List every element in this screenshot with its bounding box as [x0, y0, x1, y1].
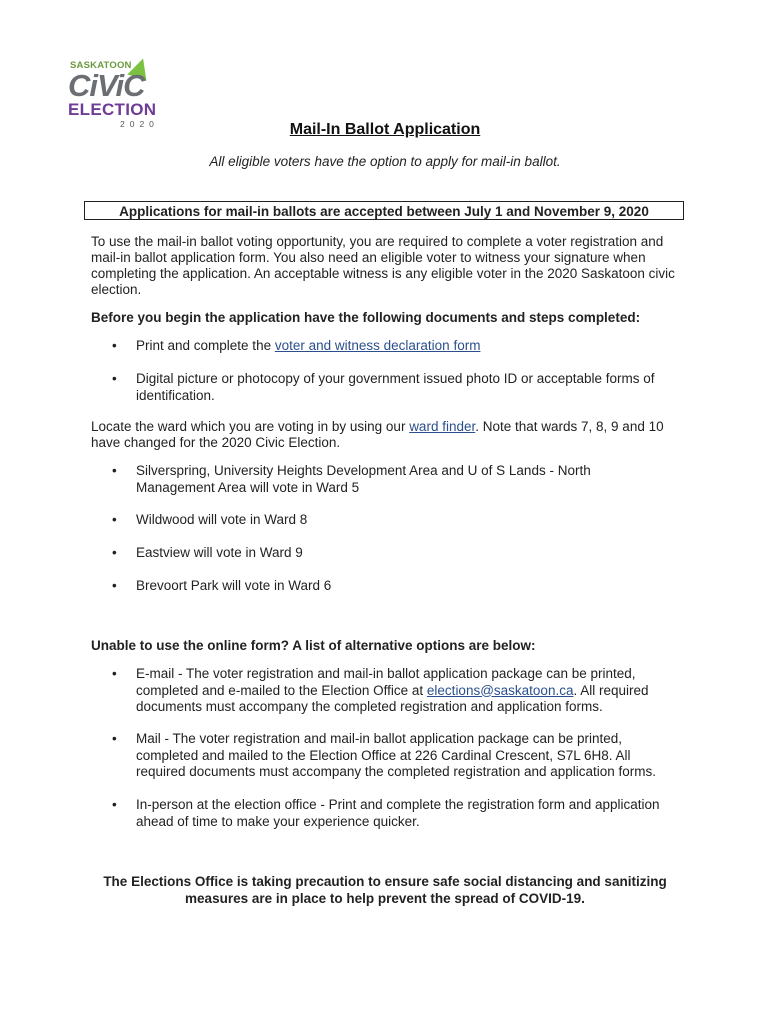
page-subtitle: All eligible voters have the option to apply for mail-in ballot.	[209, 154, 561, 169]
page-title: Mail-In Ballot Application	[289, 121, 481, 138]
ward-item: Brevoort Park will vote in Ward 6	[136, 578, 332, 593]
covid-notice	[0, 873, 770, 907]
bullet-marker: •	[112, 545, 117, 560]
logo-sub-text: ELECTION	[68, 100, 157, 119]
step2-text: Digital picture or photocopy of your government issued photo ID or acceptable forms of identification.	[136, 371, 655, 403]
bullet-marker: •	[112, 797, 117, 812]
before-heading: Before you begin the application have the following documents and steps completed:	[91, 310, 641, 325]
logo-year: 2020	[120, 119, 159, 129]
ward-item: Silverspring, University Heights Development Area and U of S Lands - North Management Area will vote in Ward 5	[136, 463, 591, 495]
email-option-suffix: . All required documents must accompany the completed registration and application forms.	[136, 682, 649, 714]
ward-item: Wildwood will vote in Ward 8	[136, 512, 308, 527]
mail-option-text: Mail - The voter registration and mail-in ballot application package can be printed, completed and mailed to the Election Office at 226 Cardinal Crescent, S7L 6H8. All required documents must accompany the completed registration and application forms.	[136, 731, 657, 779]
bullet-marker: •	[112, 512, 117, 527]
email-option-text: E-mail - The voter registration and mail-in ballot application package can be printed, completed and e-mailed to the Election Office at	[136, 666, 636, 698]
bullet-marker: •	[112, 666, 117, 681]
ward-suffix: . Note that wards 7, 8, 9 and 10 have changed for the 2020 Civic Election.	[91, 419, 664, 450]
logo-top-text: SASKATOON	[70, 60, 132, 71]
inperson-option-text: In-person at the election office - Print and complete the registration form and application ahead of time to make your experience quicker.	[136, 797, 660, 829]
bullet-marker: •	[112, 463, 117, 478]
bullet-marker: •	[112, 338, 117, 353]
civic-election-logo	[68, 56, 174, 128]
intro-paragraph: To use the mail-in ballot voting opportunity, you are required to complete a voter registration and mail-in ballot application form. You also need an eligible voter to witness your signature when completing the application. An acceptable witness is any eligible voter in the 2020 Saskatoon civic election.	[91, 234, 675, 297]
covid-notice-text: The Elections Office is taking precaution to ensure safe social distancing and sanitizing measures are in place to help prevent the spread of COVID-19.	[103, 874, 667, 906]
ward-finder-link[interactable]: ward finder	[409, 419, 476, 434]
application-dates-banner: Applications for mail-in ballots are accepted between July 1 and November 9, 2020	[84, 201, 684, 220]
bullet-marker: •	[112, 731, 117, 746]
voter-witness-form-link[interactable]: voter and witness declaration form	[274, 338, 481, 353]
logo-main-text: CiViC	[68, 68, 145, 103]
step1-text: Print and complete the	[136, 338, 275, 353]
alternatives-heading: Unable to use the online form? A list of alternative options are below:	[91, 638, 536, 653]
ward-prefix: Locate the ward which you are voting in by using our	[91, 419, 410, 434]
election-email-link[interactable]: elections@saskatoon.ca	[426, 682, 574, 698]
bullet-marker: •	[112, 371, 117, 386]
ward-paragraph	[91, 419, 686, 451]
ward-item: Eastview will vote in Ward 9	[136, 545, 303, 560]
bullet-marker: •	[112, 578, 117, 593]
